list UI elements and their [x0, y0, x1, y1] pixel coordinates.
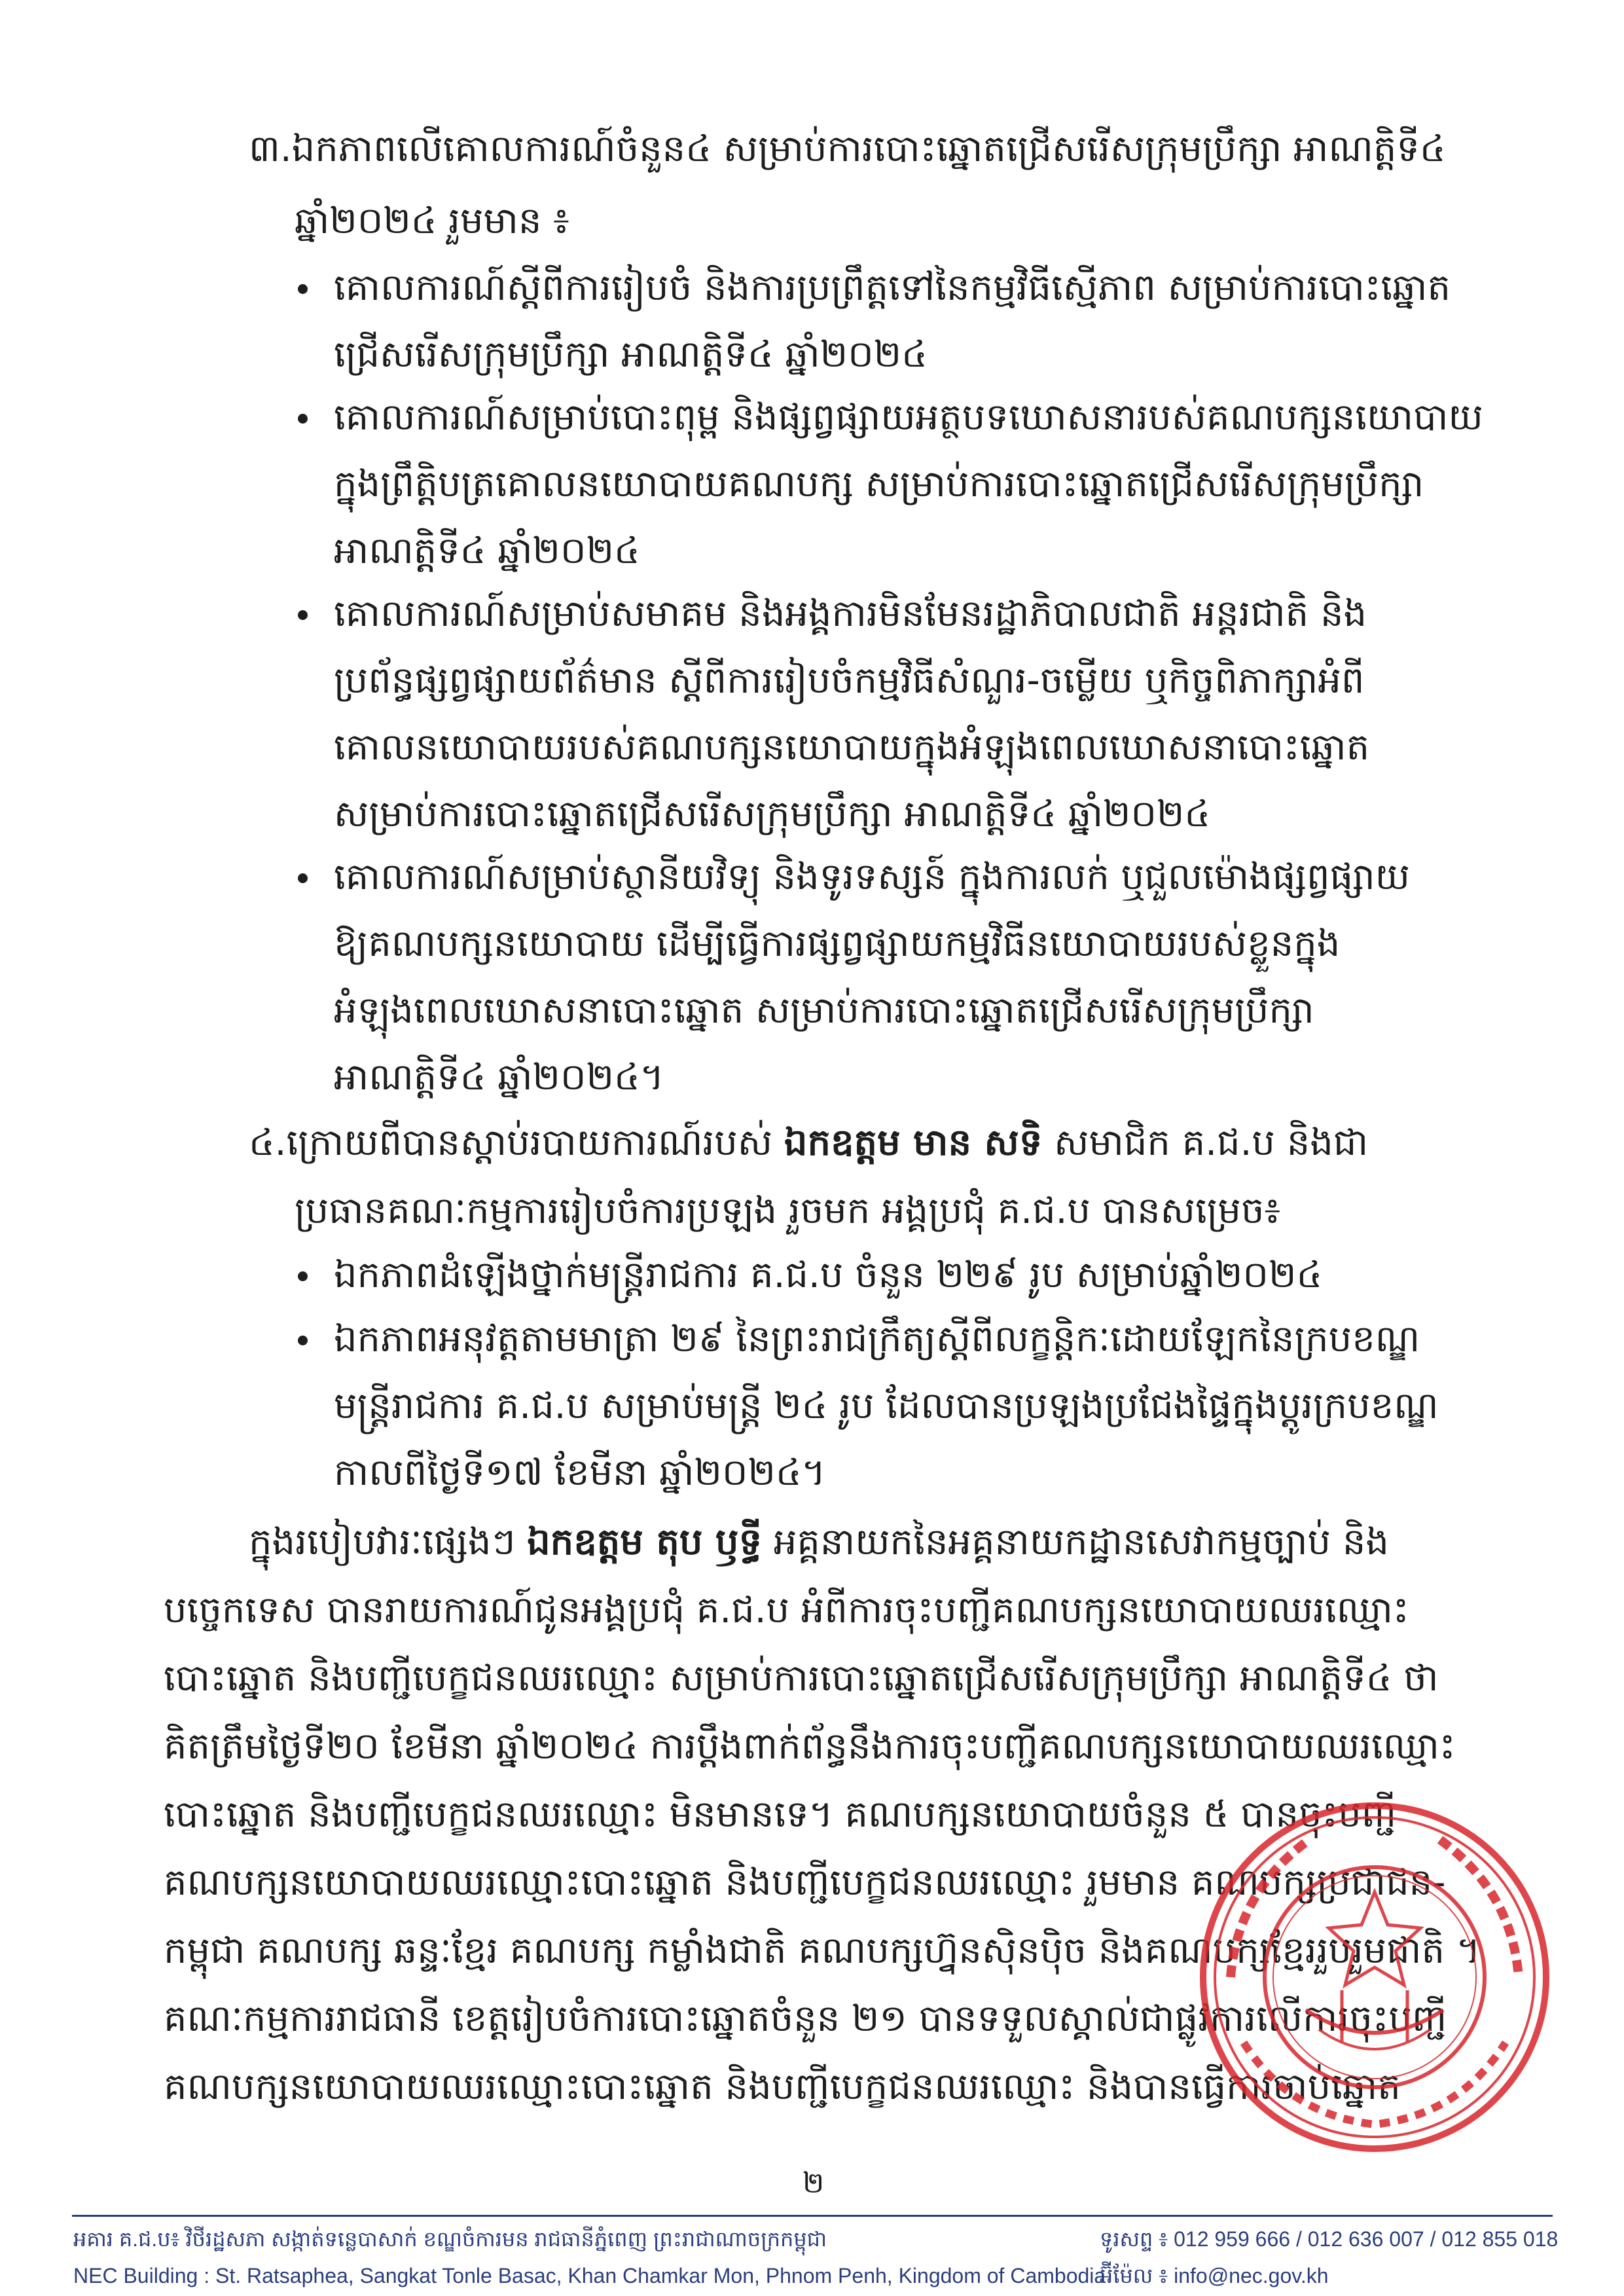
footer-phone [1100, 2226, 1558, 2252]
section4-heading-line2: ប្រធានគណៈកម្មការរៀបចំការប្រឡង រួចមក អង្គប្រជុំ គ.ជ.ប បានសម្រេច៖ [295, 1190, 1281, 1232]
section3-bullet4-line1: គោលការណ៍សម្រាប់ស្ថានីយវិទ្យុ និងទូរទស្សន៍ ក្នុងការលក់ ឬជួលម៉ោងផ្សព្វផ្សាយ [334, 856, 1410, 898]
bullet-marker [298, 284, 308, 294]
paragraph-line2: បច្ចេកទេស បានរាយការណ៍ជូនអង្គប្រជុំ គ.ជ.ប អំពីការចុះបញ្ជីគណបក្សនយោបាយឈរឈ្មោះ [164, 1589, 1409, 1631]
paragraph-line8: គណៈកម្មការរាជធានី ខេត្តរៀបចំការបោះឆ្នោតចំនួន ២១ បានទទួលស្គាល់ជាផ្លូវការលើការចុះបញ្ជី [164, 1997, 1447, 2040]
section3-bullet2-line3: អាណត្តិទី៤ ឆ្នាំ២០២៤ [334, 530, 640, 572]
bullet-marker [298, 414, 308, 424]
section3-bullet1-line2: ជ្រើសរើសក្រុមប្រឹក្សា អាណត្តិទី៤ ឆ្នាំ២០២៤ [334, 333, 928, 376]
section4-heading-line1 [249, 1117, 1368, 1169]
section3-bullet4-line4: អាណត្តិទី៤ ឆ្នាំ២០២៤។ [334, 1056, 664, 1099]
section3-bullet2-line2: ក្នុងព្រឹត្តិបត្រគោលនយោបាយគណបក្ស សម្រាប់ការបោះឆ្នោតជ្រើសរើសក្រុមប្រឹក្សា [334, 463, 1424, 505]
section4-bullet2-line2: មន្ត្រីរាជការ គ.ជ.ប សម្រាប់មន្ត្រី ២៤ រូប ដែលបានប្រឡងប្រជែងផ្ទៃក្នុងប្តូរក្របខណ្ឌ [334, 1385, 1439, 1427]
section4-bullet2-line3: កាលពីថ្ងៃទី១៧ ខែមីនា ឆ្នាំ២០២៤។ [334, 1451, 826, 1494]
paragraph-speaker-name: ឯកឧត្តម តុប ឫទ្ធី [527, 1521, 763, 1563]
paragraph-prefix: ក្នុងរបៀបវារៈផ្សេងៗ [249, 1521, 528, 1563]
paragraph-line3: បោះឆ្នោត និងបញ្ជីបេក្ខជនឈរឈ្មោះ សម្រាប់ការបោះឆ្នោតជ្រើសរើសក្រុមប្រឹក្សា អាណត្តិទី៤ ថា [164, 1657, 1439, 1700]
section4-bullet1-line1: ឯកភាពដំឡើងថ្នាក់មន្ត្រីរាជការ គ.ជ.ប ចំនួន ២២៩ រូប សម្រាប់ឆ្នាំ២០២៤ [334, 1254, 1323, 1296]
section3-bullet2-line1: គោលការណ៍សម្រាប់បោះពុម្ព និងផ្សព្វផ្សាយអត្ថបទឃោសនារបស់គណបក្សនយោបាយ [334, 396, 1483, 439]
paragraph-suffix: អគ្គនាយកនៃអគ្គនាយកដ្ឋានសេវាកម្មច្បាប់ និង [762, 1521, 1389, 1563]
section3-bullet1-line1: គោលការណ៍ស្តីពីការរៀបចំ និងការប្រព្រឹត្តទៅនៃកម្មវិធីស្មើភាព សម្រាប់ការបោះឆ្នោត [334, 266, 1451, 309]
bullet-marker [298, 1336, 308, 1345]
section3-bullet3-line2: ប្រព័ន្ធផ្សព្វផ្សាយព័ត៌មាន ស្តីពីការរៀបចំកម្មវិធីសំណួរ-ចម្លើយ ឬកិច្ចពិភាក្សាអំពី [334, 659, 1365, 702]
section3-bullet4-line2: ឱ្យគណបក្សនយោបាយ ដើម្បីធ្វើការផ្សព្វផ្សាយកម្មវិធីនយោបាយរបស់ខ្លួនក្នុង [334, 922, 1341, 965]
section3-bullet3-line4: សម្រាប់ការបោះឆ្នោតជ្រើសរើសក្រុមប្រឹក្សា អាណត្តិទី៤ ឆ្នាំ២០២៤ [334, 793, 1211, 835]
section3-heading-line2: ឆ្នាំ២០២៤ រួមមាន ៖ [295, 200, 569, 242]
bullet-marker [298, 873, 308, 883]
paragraph-line9: គណបក្សនយោបាយឈរឈ្មោះបោះឆ្នោត និងបញ្ជីបេក្ខជនឈរឈ្មោះ និងបានធ្វើការចាប់ឆ្នោត [164, 2066, 1401, 2108]
section4-heading-prefix: ៤.ក្រោយពីបានស្តាប់របាយការណ៍របស់ [249, 1121, 784, 1164]
section4-bullet2-line1: ឯកភាពអនុវត្តតាមមាត្រា ២៩ នៃព្រះរាជក្រឹត្យស្តីពីលក្ខន្តិកៈដោយឡែកនៃក្របខណ្ឌ [334, 1318, 1420, 1360]
section4-heading-suffix: សមាជិក គ.ជ.ប និងជា [1042, 1121, 1369, 1164]
paragraph-line6: គណបក្សនយោបាយឈរឈ្មោះបោះឆ្នោត និងបញ្ជីបេក្ខជនឈរឈ្មោះ រួមមាន គណបក្សប្រជាជន- [164, 1861, 1446, 1904]
section3-bullet4-line3: អំឡុងពេលឃោសនាបោះឆ្នោត សម្រាប់ការបោះឆ្នោតជ្រើសរើសក្រុមប្រឹក្សា [334, 989, 1314, 1032]
section3-bullet3-line1: គោលការណ៍សម្រាប់សមាគម និងអង្គការមិនមែនរដ្ឋាភិបាលជាតិ អន្តរជាតិ និង [334, 592, 1367, 635]
section4-speaker-name: ឯកឧត្តម មាន សទិ [784, 1121, 1043, 1164]
paragraph-line4: គិតត្រឹមថ្ងៃទី២០ ខែមីនា ឆ្នាំ២០២៤ ការប្តឹងពាក់ព័ន្ធនឹងការចុះបញ្ជីគណបក្សនយោបាយឈរឈ្មោះ [164, 1725, 1456, 1768]
footer-email [1100, 2263, 1329, 2289]
footer-phone-numbers: 012 959 666 / 012 636 007 / 012 855 018 [1174, 2227, 1559, 2251]
footer-email-label: អ៊ីម៉ែល ៖ [1100, 2264, 1168, 2287]
footer-address-khmer: អគារ គ.ជ.ប៖ វិថីរដ្ឋសភា សង្កាត់ទន្លេបាសាក់ ខណ្ឌចំការមន រាជធានីភ្នំពេញ ព្រះរាជាណាចក្រកម្ពុជា [73, 2227, 827, 2251]
footer-email-address[interactable]: info@nec.gov.kh [1174, 2264, 1329, 2287]
section3-bullet3-line3: គោលនយោបាយរបស់គណបក្សនយោបាយក្នុងអំឡុងពេលឃោសនាបោះឆ្នោត [334, 726, 1370, 769]
section3-heading-line1: ៣.ឯកភាពលើគោលការណ៍ចំនួន៤ សម្រាប់ការបោះឆ្នោតជ្រើសរើសក្រុមប្រឹក្សា អាណត្តិទី៤ [249, 128, 1446, 170]
footer-address-english: NEC Building : St. Ratsaphea, Sangkat Tonle Basac, Khan Chamkar Mon, Phnom Penh, Kingdom of Cambodia [73, 2264, 1106, 2287]
footer-phone-label: ទូរសព្ទ ៖ [1100, 2227, 1168, 2251]
footer-divider [72, 2215, 1553, 2217]
page-number: ២ [803, 2166, 825, 2200]
official-seal-stamp [1191, 1794, 1558, 2160]
paragraph-line7: កម្ពុជា គណបក្ស ឆន្ទៈខ្មែរ គណបក្ស កម្លាំងជាតិ គណបក្សហ្វ៊ុនស៊ិនប៉ិច និងគណបក្សខ្មែររួបរួមជាតិ ។ [164, 1929, 1481, 1972]
bullet-marker [298, 1271, 308, 1281]
paragraph-line5: បោះឆ្នោត និងបញ្ជីបេក្ខជនឈរឈ្មោះ មិនមានទេ។ គណបក្សនយោបាយចំនួន ៥ បានចុះបញ្ជី [164, 1793, 1397, 1836]
bullet-marker [298, 610, 308, 620]
paragraph-line1 [249, 1516, 1389, 1569]
